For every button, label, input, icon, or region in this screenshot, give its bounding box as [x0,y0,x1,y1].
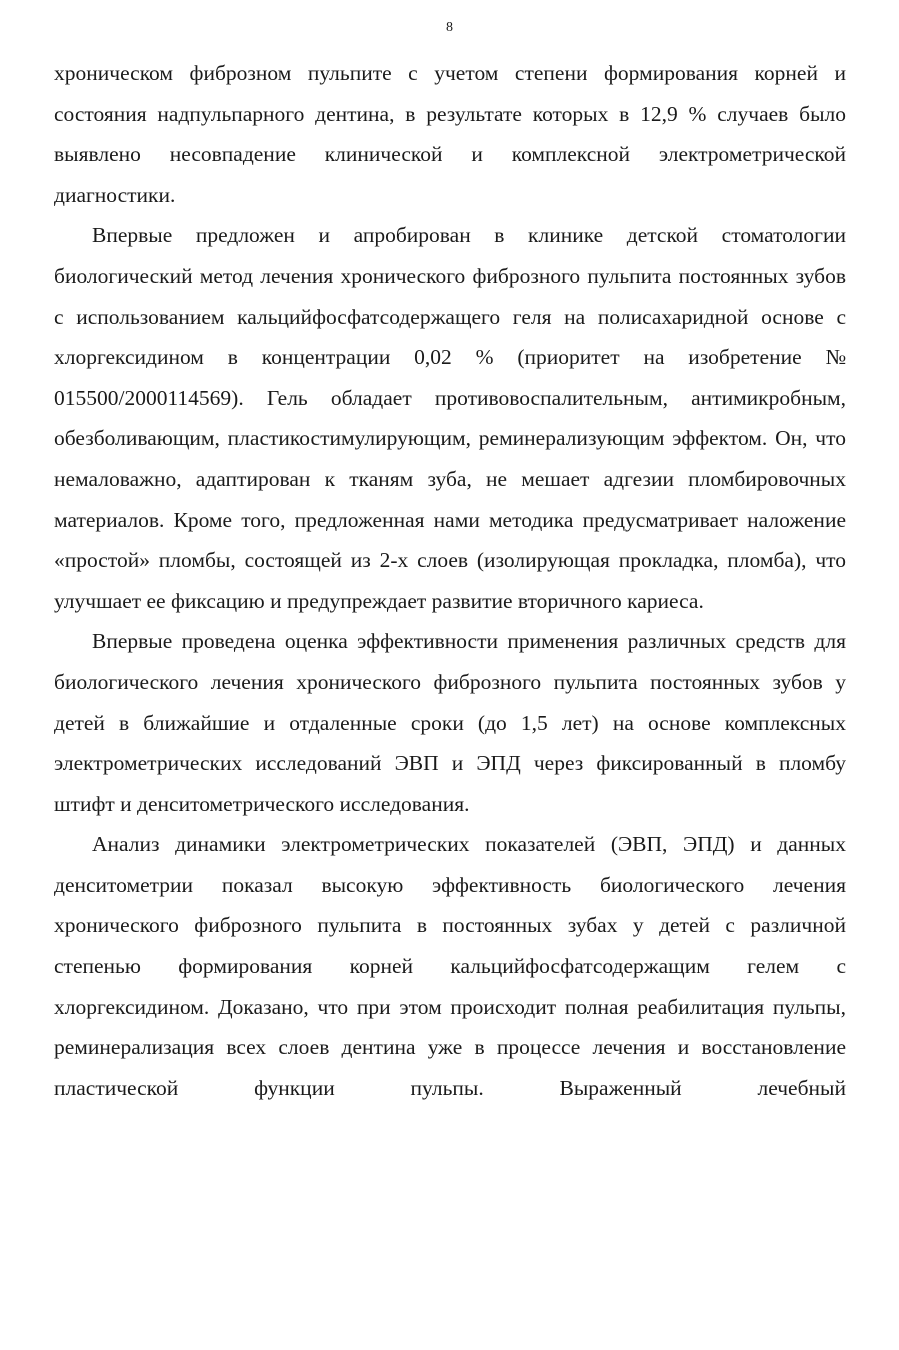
page-number: 8 [446,20,453,35]
paragraph-4: Анализ динамики электрометрических показателей (ЭВП, ЭПД) и данных денситометрии показал высокую эффективность биологического лечения хронического фиброзного пульпита в постоянных зубах у детей с различной степенью формирования корней кальцийфосфатсодержащим гелем с хлоргексидином. Доказано, что при этом происходит полная реабилитация пульпы, реминерализация всех слоев дентина уже в процессе лечения и восстановление пластической функции пульпы. Выраженный лечебный [54,832,846,1100]
body-text [54,53,846,1108]
paragraph-1: хроническом фиброзном пульпите с учетом степени формирования корней и состояния надпульпарного дентина, в результате которых в 12,9 % случаев было выявлено несовпадение клинической и комплексной электрометрической диагностики. [54,61,846,207]
paragraph-3: Впервые проведена оценка эффективности применения различных средств для биологического лечения хронического фиброзного пульпита постоянных зубов у детей в ближайшие и отдаленные сроки (до 1,5 лет) на основе комплексных электрометрических исследований ЭВП и ЭПД через фиксированный в пломбу штифт и денситометрического исследования. [54,629,846,816]
paragraph-2: Впервые предложен и апробирован в клинике детской стоматологии биологический метод лечения хронического фиброзного пульпита постоянных зубов с использованием кальцийфосфатсодержащего геля на полисахаридной основе с хлоргексидином в концентрации 0,02 % (приоритет на изобретение № 015500/2000114569). Гель обладает противовоспалительным, антимикробным, обезболивающим, пластикостимулирующим, реминерализующим эффектом. Он, что немаловажно, адаптирован к тканям зуба, не мешает адгезии пломбировочных материалов. Кроме того, предложенная нами методика предусматривает наложение «простой» пломбы, состоящей из 2-х слоев (изолирующая прокладка, пломба), что улучшает ее фиксацию и предупреждает развитие вторичного кариеса. [54,223,846,613]
